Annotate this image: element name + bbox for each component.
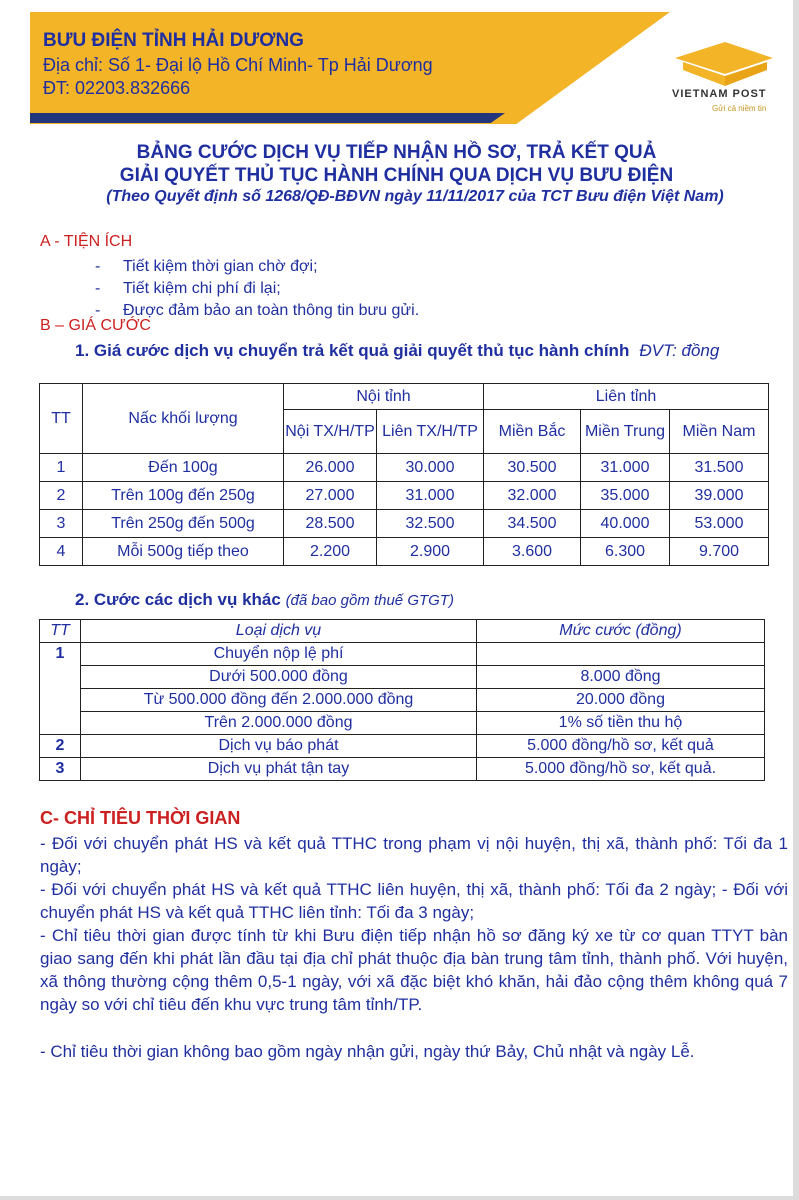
th-service: Loại dịch vụ: [81, 620, 477, 643]
org-phone: ĐT: 02203.832666: [43, 78, 191, 98]
th-noi-tinh: Nội tỉnh: [284, 384, 484, 410]
table-row: 2 Dịch vụ báo phát 5.000 đồng/hồ sơ, kết quả: [40, 735, 765, 758]
table-row: Từ 500.000 đồng đến 2.000.000 đồng 20.000 đồng: [40, 689, 765, 712]
th-mien-nam: Miền Nam: [670, 410, 769, 454]
list-item: - Tiết kiệm chi phí đi lại;: [95, 280, 281, 297]
th-mien-bac: Miền Bắc: [484, 410, 581, 454]
table-row: 1 Chuyển nộp lệ phí: [40, 643, 765, 666]
th-mien-trung: Miền Trung: [581, 410, 670, 454]
table-row: 1 Đến 100g 26.000 30.000 30.500 31.000 31.500: [40, 454, 769, 482]
th-tt: TT: [40, 384, 83, 454]
paragraph: - Chỉ tiêu thời gian được tính từ khi Bưu điện tiếp nhận hồ sơ đăng ký xe từ cơ quan TTYT bàn giao sang đến khi phát lần đầu tại địa chỉ phát thuộc địa bàn trung tâm tỉnh, thành phố. Với huyện, xã thông thường cộng thêm 0,5-1 ngày, với xã đặc biệt khó khăn, hải đảo cộng thêm không quá 7 ngày so với chỉ tiêu đến khu vực trung tâm tỉnh/TP.: [40, 926, 788, 1014]
th-noi: Nội TX/H/TP: [284, 410, 377, 454]
table-row: 3 Trên 250g đến 500g 28.500 32.500 34.500 40.000 53.000: [40, 510, 769, 538]
header-underline: [30, 113, 505, 123]
table-row: 3 Dịch vụ phát tận tay 5.000 đồng/hồ sơ, kết quả.: [40, 758, 765, 781]
subsection-2-title: 2. Cước các dịch vụ khác (đã bao gồm thuế GTGT): [75, 590, 454, 609]
th-tt: TT: [40, 620, 81, 643]
th-lien: Liên TX/H/TP: [377, 410, 484, 454]
list-item: - Được đảm bảo an toàn thông tin bưu gửi.: [95, 302, 420, 319]
section-b-heading: B – GIÁ CƯỚC: [40, 317, 151, 334]
logo-slogan: Gửi cả niềm tin: [712, 104, 767, 113]
org-address: Địa chỉ: Số 1- Đại lộ Hồ Chí Minh- Tp Hải Dương: [43, 55, 433, 75]
logo-name: VIETNAM POST: [672, 88, 767, 100]
section-a-heading: A - TIỆN ÍCH: [40, 233, 133, 250]
table-row: Dưới 500.000 đồng 8.000 đồng: [40, 666, 765, 689]
paragraph: - Chỉ tiêu thời gian không bao gồm ngày nhận gửi, ngày thứ Bảy, Chủ nhật và ngày Lễ.: [40, 1042, 695, 1061]
page-title-line1: BẢNG CƯỚC DỊCH VỤ TIẾP NHẬN HỒ SƠ, TRẢ KẾT QUẢ: [136, 142, 657, 163]
section-a-list: [95, 256, 419, 322]
section-c-heading: C- CHỈ TIÊU THỜI GIAN: [40, 808, 241, 828]
th-lien-tinh: Liên tỉnh: [484, 384, 769, 410]
org-name: BƯU ĐIỆN TỈNH HẢI DƯƠNG: [43, 30, 304, 51]
table-row: 2 Trên 100g đến 250g 27.000 31.000 32.000 35.000 39.000: [40, 482, 769, 510]
price-table-2: [39, 619, 765, 781]
price-table-1: [39, 383, 769, 566]
list-item: - Tiết kiệm thời gian chờ đợi;: [95, 258, 318, 275]
th-weight: Nấc khối lượng: [83, 384, 284, 454]
paragraph: - Đối với chuyển phát HS và kết quả TTHC trong phạm vị nội huyện, thị xã, thành phố: Tối đa 1 ngày;: [40, 834, 788, 876]
paragraph: - Đối với chuyển phát HS và kết quả TTHC liên huyện, thị xã, thành phố: Tối đa 2 ngày; - Đối với chuyển phát HS và kết quả TTHC liên tỉnh: Tối đa 3 ngày;: [40, 880, 788, 922]
table-row: Trên 2.000.000 đồng 1% số tiền thu hộ: [40, 712, 765, 735]
page-subtitle: (Theo Quyết định số 1268/QĐ-BĐVN ngày 11/11/2017 của TCT Bưu điện Việt Nam): [106, 188, 724, 205]
subsection-1-title: 1. Giá cước dịch vụ chuyển trả kết quả giải quyết thủ tục hành chính ĐVT: đồng: [75, 341, 720, 360]
unit-note: ĐVT: đồng: [639, 341, 720, 360]
table-row: 4 Mỗi 500g tiếp theo 2.200 2.900 3.600 6.300 9.700: [40, 538, 769, 566]
page-title-line2: GIẢI QUYẾT THỦ TỤC HÀNH CHÍNH QUA DỊCH VỤ BƯU ĐIỆN: [119, 165, 674, 186]
tax-note: (đã bao gồm thuế GTGT): [285, 592, 454, 609]
th-fee: Mức cước (đồng): [477, 620, 765, 643]
